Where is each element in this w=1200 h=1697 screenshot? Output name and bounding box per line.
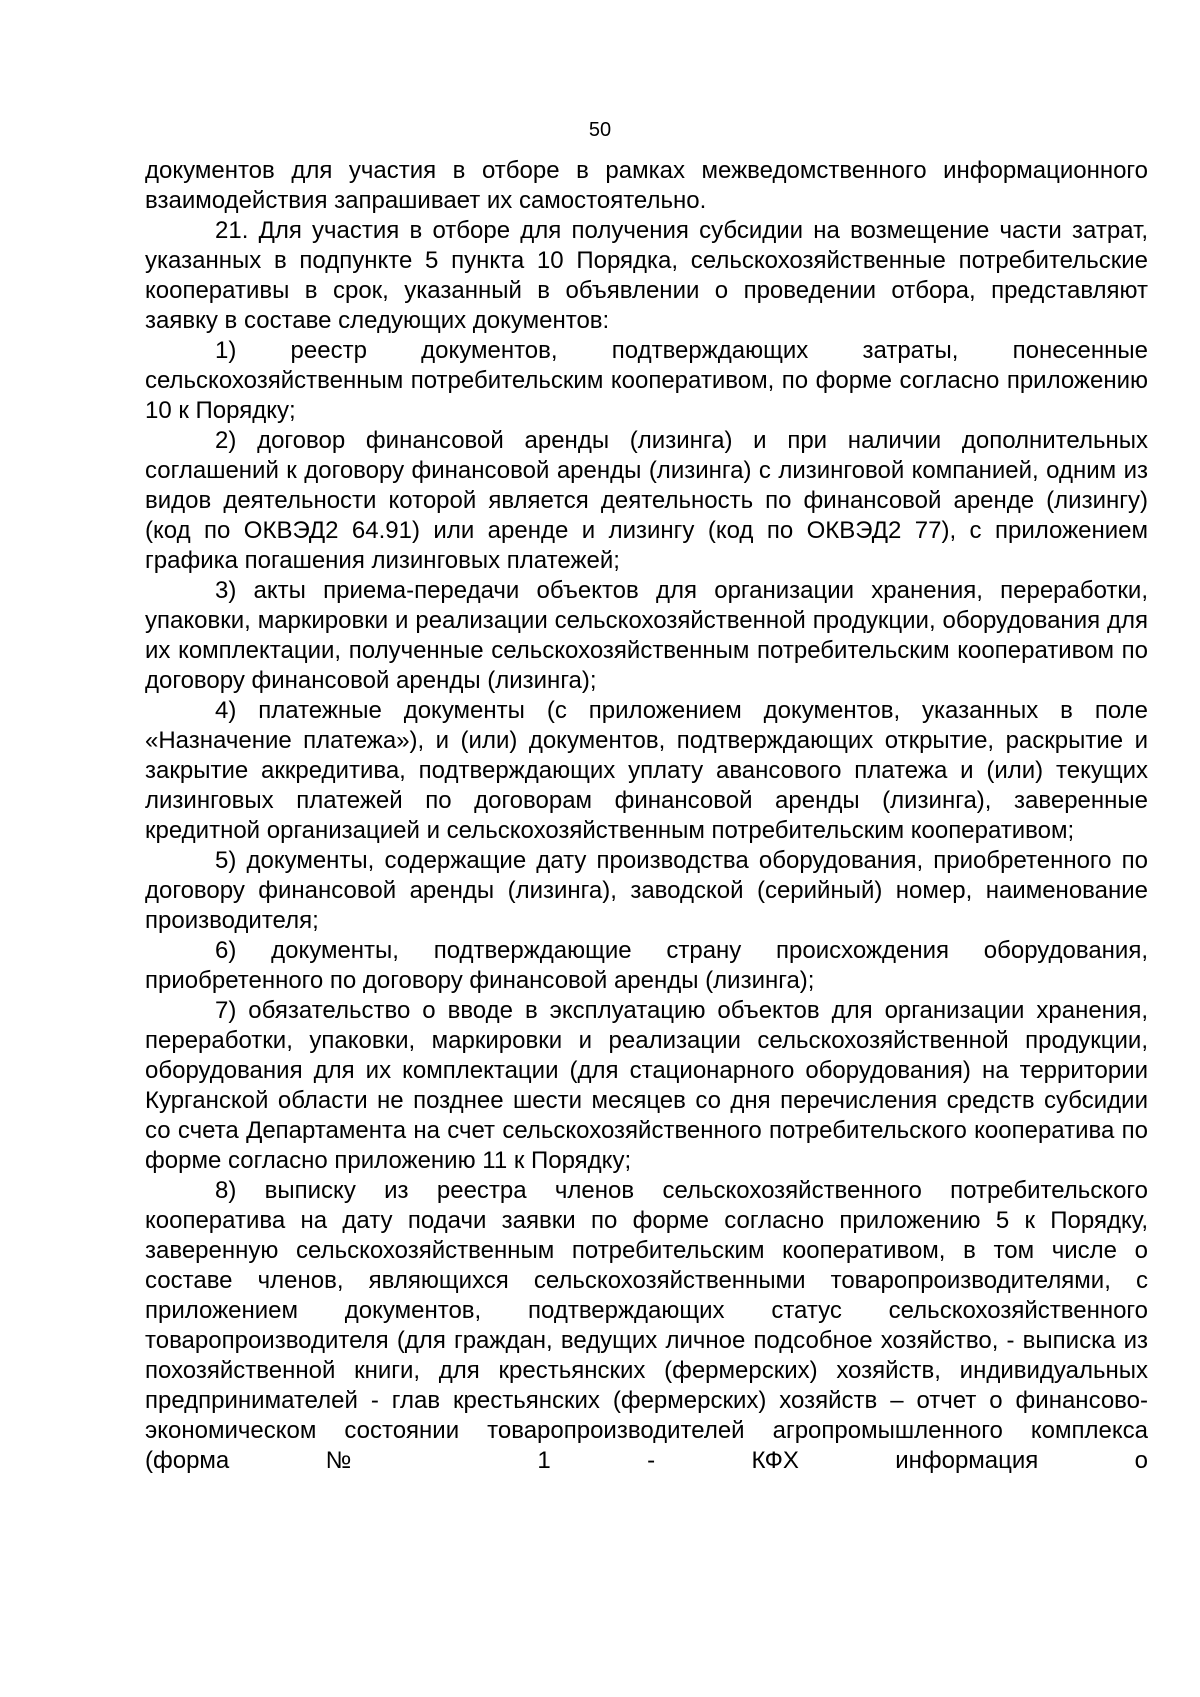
list-item-8: 8) выписку из реестра членов сельскохозяйственного потребительского кооператива на дату подачи заявки по форме согласно приложению 5 к Порядку, заверенную сельскохозяйственным потребительским кооперативом, в том числе о составе членов, являющихся сельскохозяйственными товаропроизводителями, с приложением документов, подтверждающих статус сельскохозяйственного товаропроизводителя (для граждан, ведущих личное подсобное хозяйство, - выписка из похозяйственной книги, для крестьянских (фермерских) хозяйств, индивидуальных предпринимателей - глав крестьянских (фермерских) хозяйств – отчет о финансово-экономическом состоянии товаропроизводителей агропромышленного комплекса (форма № 1 - КФХ информация о xyxy=(145,1177,1148,1474)
list-item-1: 1) реестр документов, подтверждающих затраты, понесенные сельскохозяйственным потребительским кооперативом, по форме согласно приложению 10 к Порядку; xyxy=(145,337,1148,424)
document-body xyxy=(145,156,1148,1476)
paragraph-continuation: документов для участия в отборе в рамках межведомственного информационного взаимодействия запрашивает их самостоятельно. xyxy=(145,157,1148,214)
paragraph-item-21: 21. Для участия в отборе для получения субсидии на возмещение части затрат, указанных в подпункте 5 пункта 10 Порядка, сельскохозяйственные потребительские кооперативы в срок, указанный в объявлении о проведении отбора, представляют заявку в составе следующих документов: xyxy=(145,217,1148,334)
list-item-4: 4) платежные документы (с приложением документов, указанных в поле «Назначение платежа»), и (или) документов, подтверждающих открытие, раскрытие и закрытие аккредитива, подтверждающих уплату авансового платежа и (или) текущих лизинговых платежей по договорам финансовой аренды (лизинга), заверенные кредитной организацией и сельскохозяйственным потребительским кооперативом; xyxy=(145,697,1148,844)
list-item-2: 2) договор финансовой аренды (лизинга) и при наличии дополнительных соглашений к договору финансовой аренды (лизинга) с лизинговой компанией, одним из видов деятельности которой является деятельность по финансовой аренде (лизингу) (код по ОКВЭД2 64.91) или аренде и лизингу (код по ОКВЭД2 77), с приложением графика погашения лизинговых платежей; xyxy=(145,427,1148,574)
list-item-3: 3) акты приема-передачи объектов для организации хранения, переработки, упаковки, маркировки и реализации сельскохозяйственной продукции, оборудования для их комплектации, полученные сельскохозяйственным потребительским кооперативом по договору финансовой аренды (лизинга); xyxy=(145,577,1148,694)
list-item-7: 7) обязательство о вводе в эксплуатацию объектов для организации хранения, переработки, упаковки, маркировки и реализации сельскохозяйственной продукции, оборудования для их комплектации (для стационарного оборудования) на территории Курганской области не позднее шести месяцев со дня перечисления средств субсидии со счета Департамента на счет сельскохозяйственного потребительского кооператива по форме согласно приложению 11 к Порядку; xyxy=(145,997,1148,1174)
page-number: 50 xyxy=(588,119,612,141)
list-item-5: 5) документы, содержащие дату производства оборудования, приобретенного по договору финансовой аренды (лизинга), заводской (серийный) номер, наименование производителя; xyxy=(145,847,1148,934)
list-item-6: 6) документы, подтверждающие страну происхождения оборудования, приобретенного по договору финансовой аренды (лизинга); xyxy=(145,937,1148,994)
